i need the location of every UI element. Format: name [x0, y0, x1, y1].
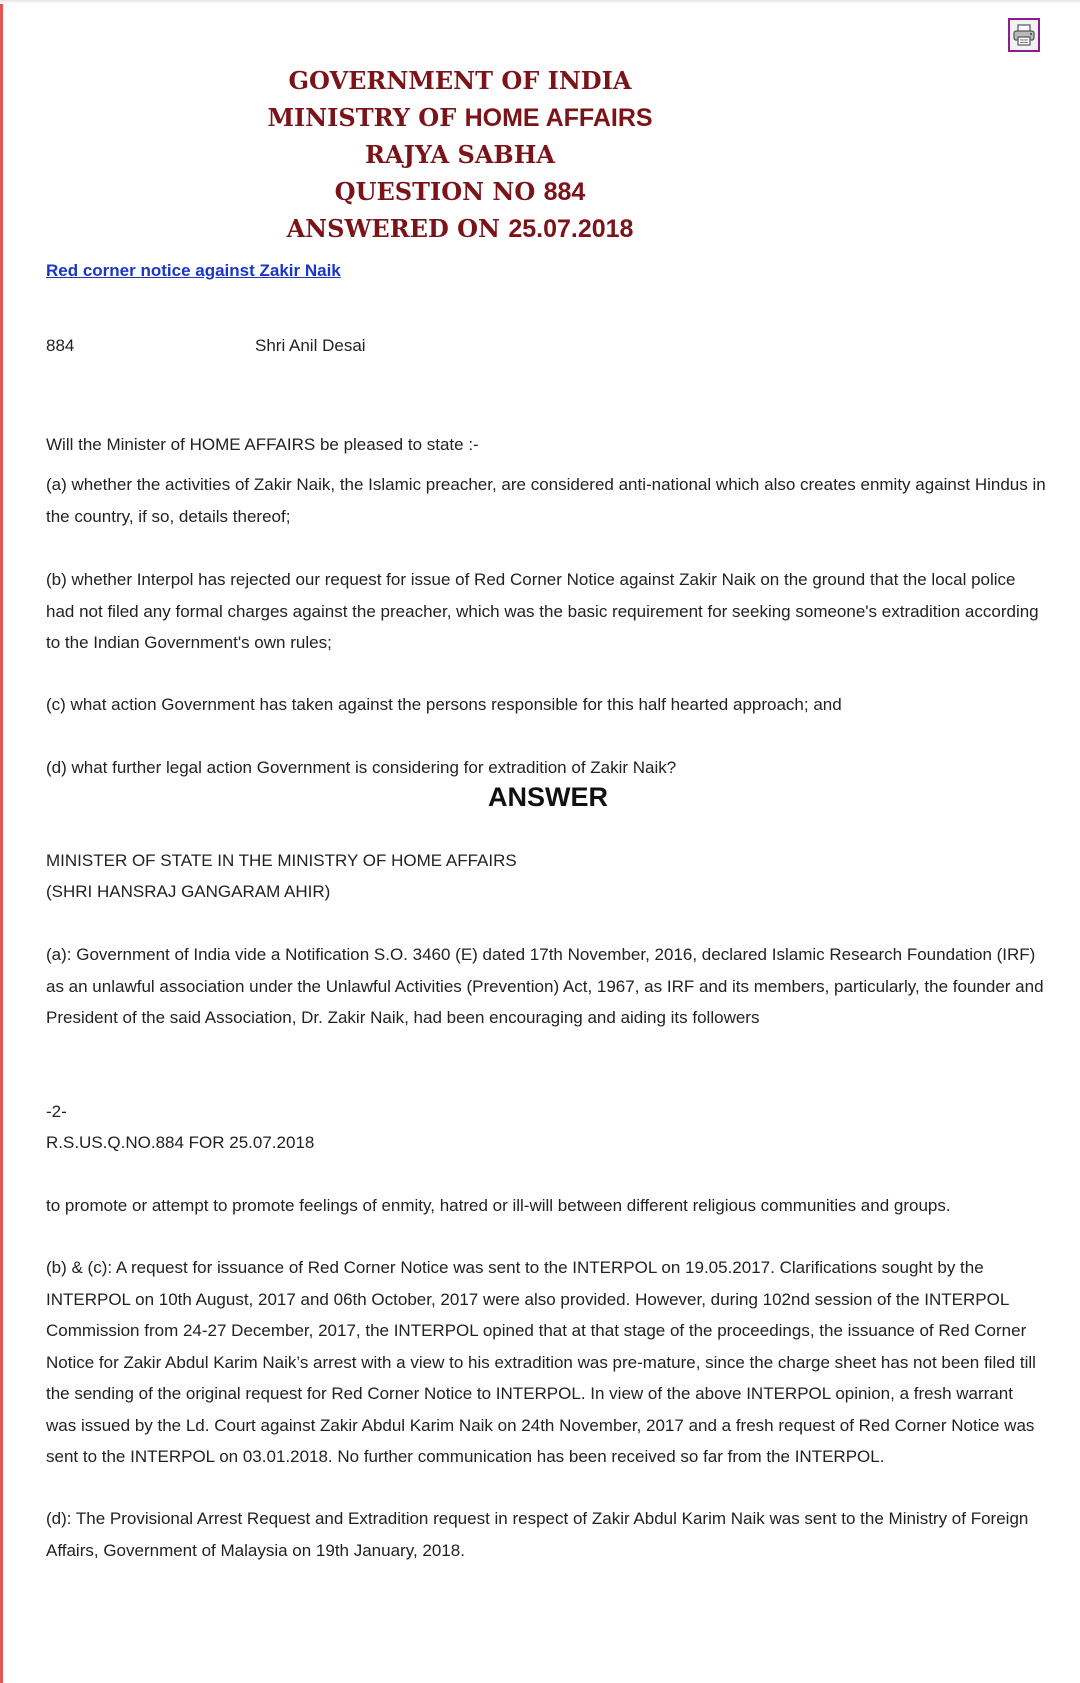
left-border: [0, 0, 3, 1683]
member-name: Shri Anil Desai: [255, 336, 366, 355]
document-header: [180, 62, 740, 247]
header-answered-date: ANSWERED ON 25.07.2018: [286, 214, 634, 243]
question-part-a: (a) whether the activities of Zakir Naik, the Islamic preacher, are considered anti-national which also creates enmity against Hindus in the country, if so, details thereof;: [46, 475, 1046, 526]
header-question-number: QUESTION NO 884: [334, 177, 586, 206]
printer-icon: [1011, 22, 1037, 48]
minister-name: (SHRI HANSRAJ GANGARAM AHIR): [46, 882, 331, 901]
question-part-b: (b) whether Interpol has rejected our request for issue of Red Corner Notice against Zakir Naik on the ground that the local police had not filed any formal charges against the preacher, which was the basic requirement for seeking someone's extradition according to the Indian Government's own rules;: [46, 570, 1039, 652]
header-ministry: MINISTRY OF HOME AFFAIRS: [267, 103, 653, 132]
question-part-d: (d) what further legal action Government is considering for extradition of Zakir Naik?: [46, 758, 677, 777]
header-house: RAJYA SABHA: [364, 140, 556, 169]
minister-title: MINISTER OF STATE IN THE MINISTRY OF HOME AFFAIRS: [46, 851, 517, 870]
question-number: 884: [46, 336, 75, 355]
answer-part-a: (a): Government of India vide a Notification S.O. 3460 (E) dated 17th November, 2016, declared Islamic Research Foundation (IRF) as an unlawful association under the Unlawful Activities (Prevention) Act, 1967, as IRF and its members, particularly, the founder and President of the said Association, Dr. Zakir Naik, had been encouraging and aiding its followers: [46, 945, 1044, 1027]
answer-part-bc: (b) & (c): A request for issuance of Red Corner Notice was sent to the INTERPOL on 19.05.2017. Clarifications sought by the INTERPOL on 10th August, 2017 and 06th October, 2017 were also provided. However, during 102nd session of the INTERPOL Commission from 24-27 December, 2017, the INTERPOL opined that at that stage of the proceedings, the issuance of Red Corner Notice for Zakir Abdul Karim Naik’s arrest with a view to his extradition was pre-mature, since the charge sheet has not been filed till the sending of the original request for Red Corner Notice to INTERPOL. In view of the above INTERPOL opinion, a fresh warrant was issued by the Ld. Court against Zakir Abdul Karim Naik on 24th November, 2017 and a fresh request of Red Corner Notice was sent to the INTERPOL on 03.01.2018. No further communication has been received so far from the INTERPOL.: [46, 1258, 1036, 1466]
page-marker: -2-: [46, 1102, 67, 1121]
print-button[interactable]: [1008, 18, 1040, 52]
header-government: GOVERNMENT OF INDIA: [288, 66, 632, 95]
question-intro: Will the Minister of HOME AFFAIRS be pleased to state :-: [46, 435, 479, 454]
answer-heading: ANSWER: [488, 782, 608, 812]
reference-line: R.S.US.Q.NO.884 FOR 25.07.2018: [46, 1133, 315, 1152]
answer-part-a-continued: to promote or attempt to promote feelings of enmity, hatred or ill-will between different religious communities and groups.: [46, 1196, 951, 1215]
answer-part-d: (d): The Provisional Arrest Request and Extradition request in respect of Zakir Abdul Karim Naik was sent to the Ministry of Foreign Affairs, Government of Malaysia on 19th January, 2018.: [46, 1509, 1029, 1560]
subject-link[interactable]: Red corner notice against Zakir Naik: [46, 261, 341, 280]
top-shadow: [0, 0, 1080, 4]
question-part-c: (c) what action Government has taken against the persons responsible for this half hearted approach; and: [46, 695, 842, 714]
